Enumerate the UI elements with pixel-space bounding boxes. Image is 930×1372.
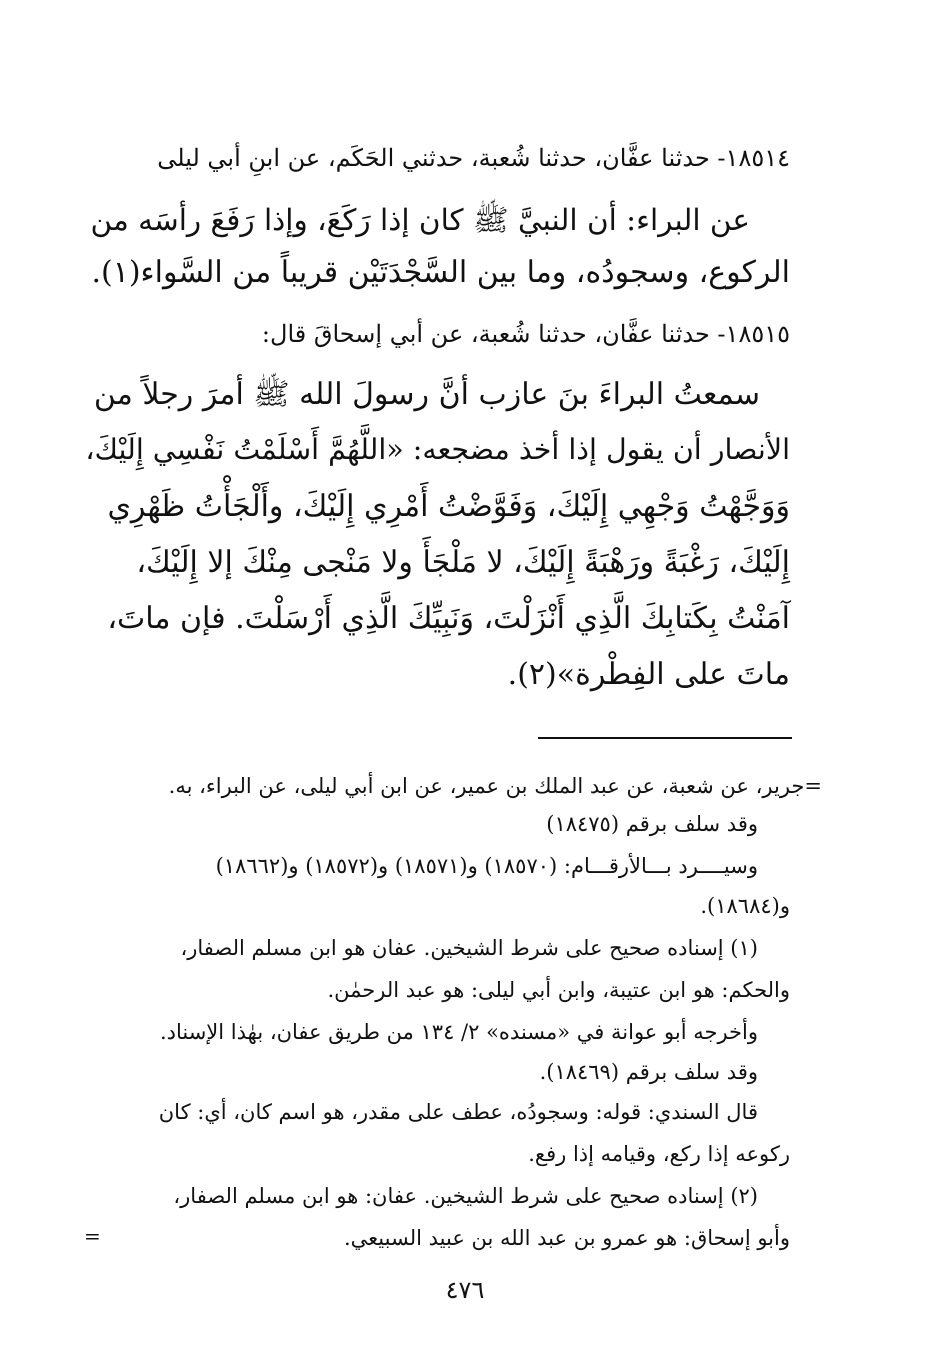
footnote-1-line: ركوعه إذا ركع، وقيامه إذا رفع. <box>528 1142 790 1166</box>
footnote-1-line: وأخرجه أبو عوانة في «مسنده» ٢/ ١٣٤ من طريق عفان، بهٰذا الإسناد. <box>159 1020 758 1044</box>
hadith-18515-isnad: ١٨٥١٥- حدثنا عفَّان، حدثنا شُعبة، عن أبي إسحاقَ قال: <box>261 320 790 348</box>
footnote-continuation-line: و(١٨٦٨٤). <box>700 894 790 918</box>
hadith-18514-matn-line: عن البراء: أن النبيَّ ﷺ كان إذا رَكَعَ، وإذا رَفَعَ رأسَه من <box>90 203 750 237</box>
footnote-2-line: (٢) إسناده صحيح على شرط الشيخين. عفان: هو ابن مسلم الصفار، <box>173 1184 758 1208</box>
continuation-mark: = <box>84 1224 101 1248</box>
footnote-1-line: وقد سلف برقم (١٨٤٦٩). <box>539 1060 758 1084</box>
footnote-continuation-line: =جرير، عن شعبة، عن عبد الملك بن عمير، عن ابن أبي ليلى، عن البراء، به. <box>168 774 822 798</box>
hadith-18514-matn-line: الركوع، وسجودُه، وما بين السَّجْدَتَيْن قريباً من السَّواء(١). <box>91 255 790 290</box>
footnote-1-line: (١) إسناده صحيح على شرط الشيخين. عفان هو ابن مسلم الصفار، <box>180 936 758 960</box>
hadith-18515-matn-line: سمعتُ البراءَ بنَ عازب أنَّ رسولَ الله ﷺ أمرَ رجلاً من <box>93 377 760 412</box>
hadith-18515-matn-line: آمَنْتُ بِكَتابِكَ الَّذِي أَنْزَلْتَ، وَنَبِيِّكَ الَّذِي أَرْسَلْتَ. فإن ماتَ، <box>107 601 790 636</box>
hadith-18515-matn-line: وَوَجَّهْتُ وَجْهِي إِلَيْكَ، وَفَوَّضْتُ أَمْرِي إِلَيْكَ، وأَلْجَأْتُ ظَهْرِي <box>107 489 790 524</box>
footnote-continuation-line: وسيــــرد بـــالأرقـــام: (١٨٥٧٠) و(١٨٥٧١) و(١٨٥٧٢) و(١٨٦٦٢) <box>215 854 758 878</box>
hadith-18515-matn-line: ماتَ على الفِطْرة»(٢). <box>507 657 790 692</box>
footnote-2-line: وأبو إسحاق: هو عمرو بن عبد الله بن عبيد السبيعي. <box>344 1226 790 1250</box>
footnote-1-line: والحكم: هو ابن عتيبة، وابن أبي ليلى: هو عبد الرحمٰن. <box>327 978 790 1002</box>
hadith-18514-isnad: ١٨٥١٤- حدثنا عفَّان، حدثنا شُعبة، حدثني الحَكَم، عن ابنِ أبي ليلى <box>157 144 790 172</box>
footnote-continuation-line: وقد سلف برقم (١٨٤٧٥) <box>546 812 758 836</box>
hadith-18515-matn-line: إِلَيْكَ، رَغْبَةً ورَهْبَةً إِلَيْكَ، لا مَلْجَأَ ولا مَنْجى مِنْكَ إلا إِلَيْكَ، <box>136 545 790 580</box>
footnote-1-line: قال السندي: قوله: وسجودُه، عطف على مقدر، هو اسم كان، أي: كان <box>158 1100 758 1124</box>
page-number: ٤٧٦ <box>445 1276 485 1304</box>
footnote-separator <box>538 737 792 739</box>
hadith-18515-matn-line: الأنصار أن يقول إذا أخذ مضجعه: «اللَّهُمَّ أَسْلَمْتُ نَفْسِي إِلَيْكَ، <box>85 433 790 466</box>
